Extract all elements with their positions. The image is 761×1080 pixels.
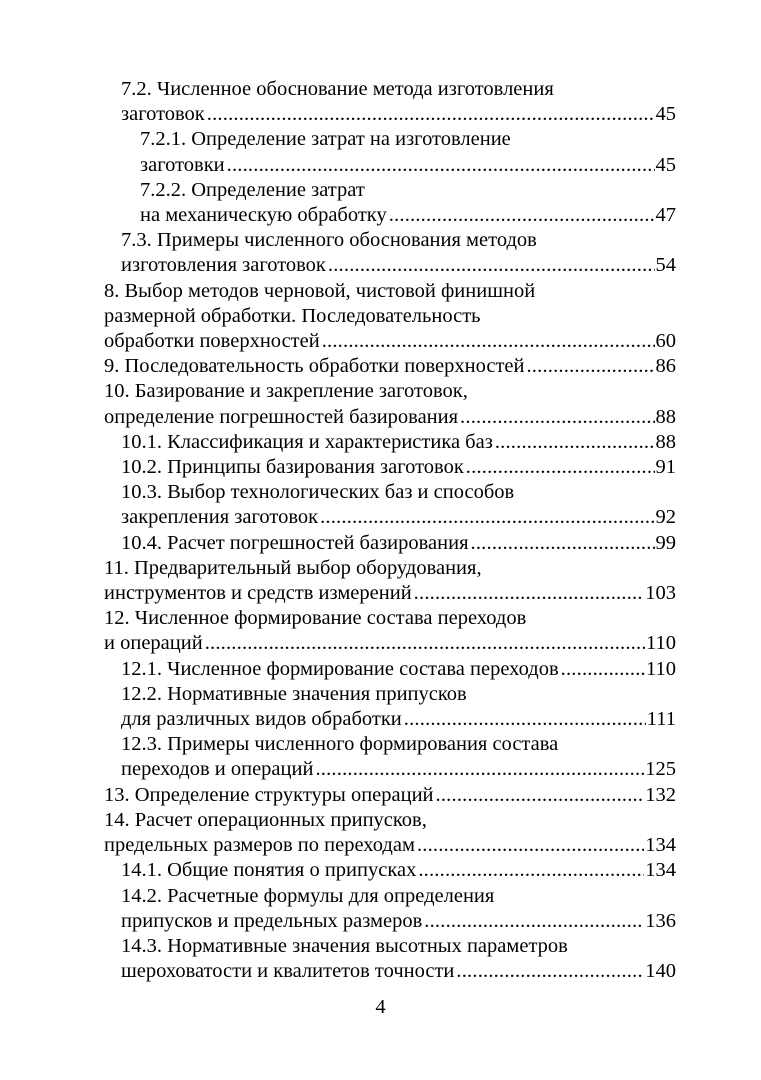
toc-text: 10.3. Выбор технологических баз и способов (121, 481, 515, 504)
toc-page-number: 110 (646, 657, 676, 680)
toc-entry-10-2[interactable] (104, 455, 676, 480)
toc-text: изготовления заготовок (121, 254, 326, 277)
toc-line (121, 253, 676, 278)
toc-text: 14.2. Расчетные формулы для определения (121, 884, 495, 907)
toc-text: 8. Выбор методов черновой, чистовой финишной (104, 279, 536, 302)
toc-text: переходов и операций (121, 758, 314, 781)
toc-text: 12.2. Нормативные значения припусков (121, 682, 467, 705)
toc-entry-14-1[interactable] (104, 858, 676, 883)
toc-text: предельных размеров по переходам (104, 834, 415, 857)
toc-page-number: 132 (645, 783, 676, 806)
toc-text: инструментов и средств измерений (104, 582, 412, 605)
toc-line (121, 934, 676, 959)
toc-entry-7-2[interactable] (104, 77, 676, 127)
toc-text: 7.2.1. Определение затрат на изготовление (140, 128, 511, 151)
toc-page-number: 92 (655, 506, 676, 529)
toc-text: 7.2.2. Определение затрат (140, 178, 365, 201)
toc-page-number: 45 (655, 103, 676, 126)
toc-entry-14-3[interactable] (104, 934, 676, 984)
toc-line (104, 379, 676, 404)
toc-line (121, 757, 676, 782)
toc-line (104, 556, 676, 581)
toc-text: для различных видов обработки (121, 708, 402, 731)
toc-page-number: 88 (655, 405, 676, 428)
toc-line (140, 203, 676, 228)
toc-line (121, 228, 676, 253)
page-number: 4 (375, 996, 386, 1018)
dot-leader (328, 253, 655, 278)
toc-text: 14.1. Общие понятия о припусках (121, 859, 417, 882)
toc-line (121, 858, 676, 883)
toc-text: 7.3. Примеры численного обоснования методов (121, 229, 537, 252)
toc-page-number: 88 (655, 430, 676, 453)
toc-text: закрепления заготовок (121, 506, 319, 529)
toc-line (121, 959, 676, 984)
toc-text: 12.3. Примеры численного формирования состава (121, 733, 559, 756)
toc-page-number: 54 (655, 254, 676, 277)
toc-entry-12-2[interactable] (104, 682, 676, 732)
toc-text: припусков и предельных размеров (121, 909, 423, 932)
toc-line (121, 77, 676, 102)
dot-leader (466, 455, 655, 480)
toc-line (121, 102, 676, 127)
dot-leader (389, 203, 655, 228)
toc-page-number: 60 (655, 330, 676, 353)
toc-line (121, 480, 676, 505)
toc-line (121, 657, 676, 682)
dot-leader (205, 631, 645, 656)
toc-entry-12-3[interactable] (104, 732, 676, 782)
dot-leader (315, 757, 644, 782)
toc-line (121, 505, 676, 530)
toc-text: 12. Численное формирование состава переходов (104, 607, 527, 630)
dot-leader (417, 833, 644, 858)
dot-leader (404, 707, 646, 732)
toc-text: заготовок (121, 103, 205, 126)
toc-text: обработки поверхностей (104, 330, 320, 353)
dot-leader (471, 531, 655, 556)
toc-text: 10.4. Расчет погрешностей базирования (121, 531, 469, 554)
toc-page-number: 125 (645, 758, 676, 781)
toc-text: определение погрешностей базирования (104, 405, 459, 428)
toc-entry-14-2[interactable] (104, 884, 676, 934)
toc-line (104, 833, 676, 858)
toc-entry-9[interactable] (104, 354, 676, 379)
toc-page-number: 99 (655, 531, 676, 554)
toc-text: на механическую обработку (140, 204, 387, 227)
toc-text: 12.1. Численное формирование состава переходов (121, 657, 559, 680)
toc-line (121, 732, 676, 757)
toc-line (104, 631, 676, 656)
toc-entry-13[interactable] (104, 783, 676, 808)
toc-page-number: 45 (655, 153, 676, 176)
toc-text: шероховатости и квалитетов точности (121, 960, 455, 983)
toc-text: заготовки (140, 153, 225, 176)
toc-entry-8[interactable] (104, 279, 676, 355)
toc-text: 14.3. Нормативные значения высотных параметров (121, 934, 568, 957)
toc-text: 7.2. Численное обоснование метода изготовления (121, 78, 554, 100)
toc-page-number: 140 (645, 960, 676, 983)
dot-leader (414, 581, 645, 606)
dot-leader (495, 430, 655, 455)
dot-leader (526, 354, 654, 379)
dot-leader (460, 405, 654, 430)
toc-line (104, 354, 676, 379)
toc-text: и операций (104, 632, 203, 655)
toc-text: размерной обработки. Последовательность (104, 304, 481, 327)
toc-entry-7-2-1[interactable] (104, 127, 676, 177)
toc-line (104, 808, 676, 833)
toc-line (121, 707, 676, 732)
toc-line (121, 909, 676, 934)
toc-line (104, 279, 676, 304)
toc-text: 10.1. Классификация и характеристика баз (121, 430, 493, 453)
toc-text: 13. Определение структуры операций (104, 783, 434, 806)
dot-leader (320, 505, 654, 530)
toc-page-number: 86 (655, 355, 676, 378)
toc-text: 14. Расчет операционных припусков, (104, 808, 427, 831)
toc-line (140, 178, 676, 203)
toc-line (140, 127, 676, 152)
toc-page-number: 134 (645, 859, 676, 882)
toc-entry-7-2-2[interactable] (104, 178, 676, 228)
dot-leader (322, 329, 655, 354)
toc-line (104, 606, 676, 631)
toc-line (121, 884, 676, 909)
toc-entry-10-4[interactable] (104, 531, 676, 556)
dot-leader (436, 783, 645, 808)
toc-page-number: 91 (655, 456, 676, 479)
toc-entry-10-3[interactable] (104, 480, 676, 530)
toc-line (121, 531, 676, 556)
toc-line (121, 682, 676, 707)
dot-leader (561, 657, 645, 682)
dot-leader (418, 858, 644, 883)
toc-line (104, 405, 676, 430)
toc-page-number: 136 (645, 909, 676, 932)
dot-leader (424, 909, 644, 934)
toc-page-number: 110 (646, 632, 676, 655)
toc-text: 11. Предварительный выбор оборудования, (104, 556, 482, 579)
toc-entry-12-1[interactable] (104, 657, 676, 682)
toc-line (121, 455, 676, 480)
toc-line (121, 430, 676, 455)
toc-line (104, 581, 676, 606)
toc-entry-11[interactable] (104, 556, 676, 606)
toc-text: 10.2. Принципы базирования заготовок (121, 456, 464, 479)
toc-line (104, 304, 676, 329)
toc-page-number: 134 (645, 834, 676, 857)
dot-leader (207, 102, 655, 127)
toc-page-number: 103 (645, 582, 676, 605)
dot-leader (227, 153, 655, 178)
table-of-contents (104, 77, 676, 984)
toc-page-number: 47 (655, 204, 676, 227)
toc-page-number: 111 (646, 708, 676, 731)
toc-line (104, 329, 676, 354)
toc-entry-7-3[interactable] (104, 228, 676, 278)
dot-leader (456, 959, 644, 984)
toc-line (140, 153, 676, 178)
toc-entry-12[interactable] (104, 606, 676, 656)
toc-text: 9. Последовательность обработки поверхностей (104, 355, 525, 378)
toc-entry-10[interactable] (104, 379, 676, 429)
toc-entry-14[interactable] (104, 808, 676, 858)
toc-text: 10. Базирование и закрепление заготовок, (104, 380, 468, 403)
toc-entry-10-1[interactable] (104, 430, 676, 455)
toc-line (104, 783, 676, 808)
